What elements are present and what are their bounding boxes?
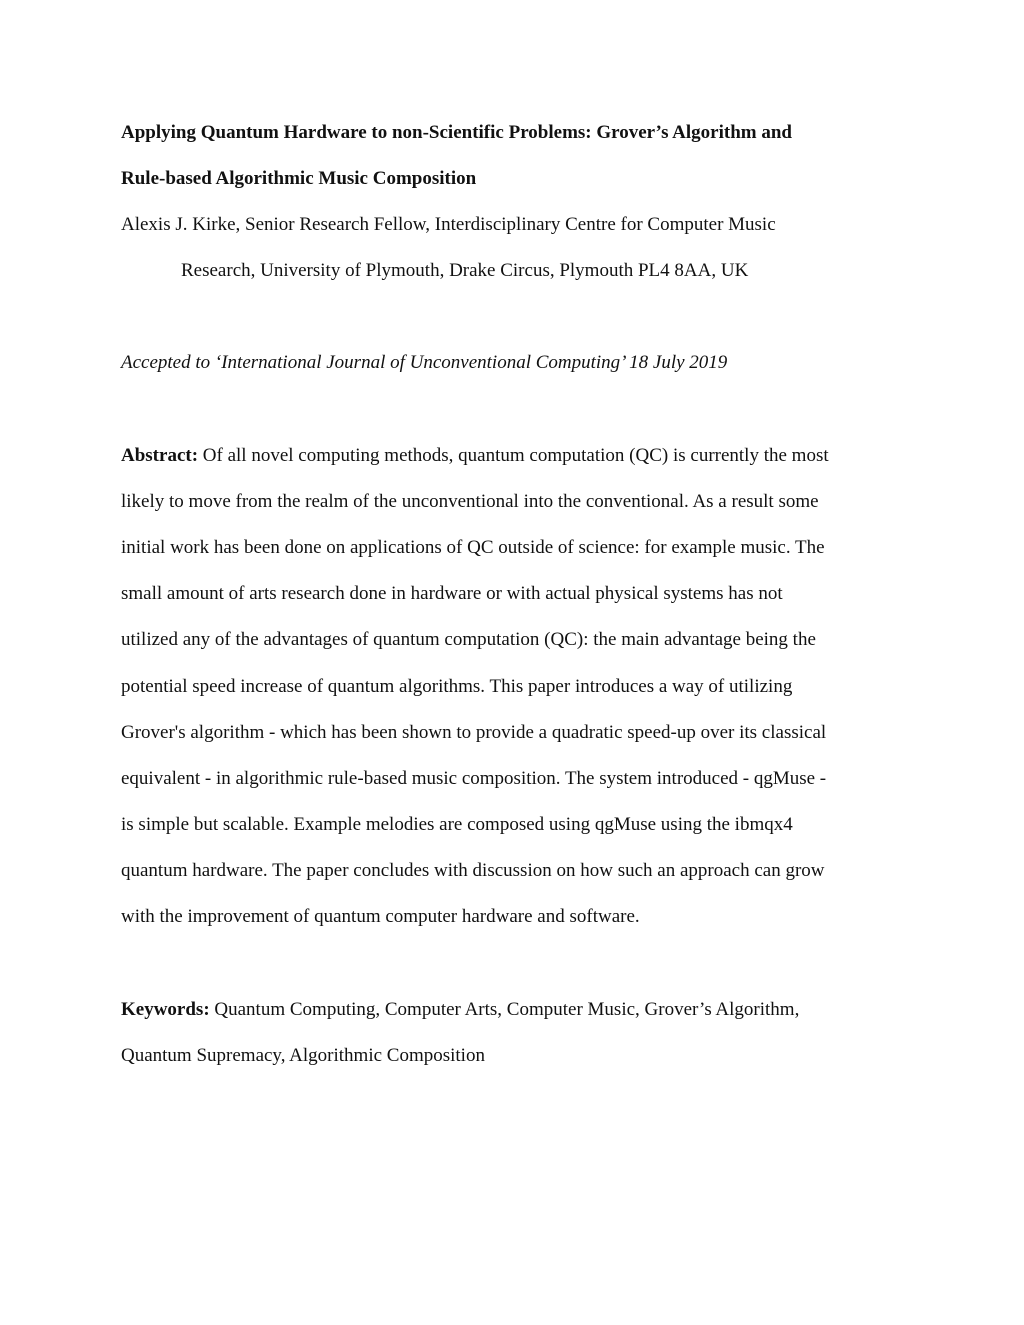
author-line-1: Alexis J. Kirke, Senior Research Fellow, Interdisciplinary Centre for Computer Music (121, 214, 776, 235)
keywords-line-2: Quantum Supremacy, Algorithmic Composition (121, 1045, 485, 1066)
acceptance-note: Accepted to ‘International Journal of Unconventional Computing’ 18 July 2019 (121, 352, 728, 373)
title-line-1: Applying Quantum Hardware to non-Scientific Problems: Grover’s Algorithm and (121, 122, 792, 143)
abstract-line-1 (121, 444, 829, 468)
abstract-line-9: is simple but scalable. Example melodies are composed using qgMuse using the ibmqx4 (121, 814, 793, 835)
abstract-line-2: likely to move from the realm of the unconventional into the conventional. As a result some (121, 491, 819, 512)
keywords-text-1: Quantum Computing, Computer Arts, Computer Music, Grover’s Algorithm, (209, 999, 800, 1020)
author-line-2: Research, University of Plymouth, Drake Circus, Plymouth PL4 8AA, UK (181, 260, 749, 281)
keywords-line-1 (121, 998, 799, 1022)
abstract-text-1: Of all novel computing methods, quantum computation (QC) is currently the most (198, 445, 829, 466)
abstract-line-10: quantum hardware. The paper concludes with discussion on how such an approach can grow (121, 860, 825, 881)
abstract-line-11: with the improvement of quantum computer hardware and software. (121, 906, 640, 927)
keywords-label: Keywords: (121, 999, 210, 1020)
title-line-2: Rule-based Algorithmic Music Composition (121, 168, 477, 189)
abstract-line-8: equivalent - in algorithmic rule-based music composition. The system introduced - qgMuse - (121, 768, 827, 789)
abstract-line-5: utilized any of the advantages of quantum computation (QC): the main advantage being the (121, 629, 816, 650)
abstract-line-4: small amount of arts research done in hardware or with actual physical systems has not (121, 583, 783, 604)
abstract-line-7: Grover's algorithm - which has been shown to provide a quadratic speed-up over its classical (121, 722, 827, 743)
abstract-line-3: initial work has been done on applications of QC outside of science: for example music. The (121, 537, 825, 558)
abstract-label: Abstract: (121, 445, 199, 466)
abstract-line-6: potential speed increase of quantum algorithms. This paper introduces a way of utilizing (121, 676, 793, 697)
